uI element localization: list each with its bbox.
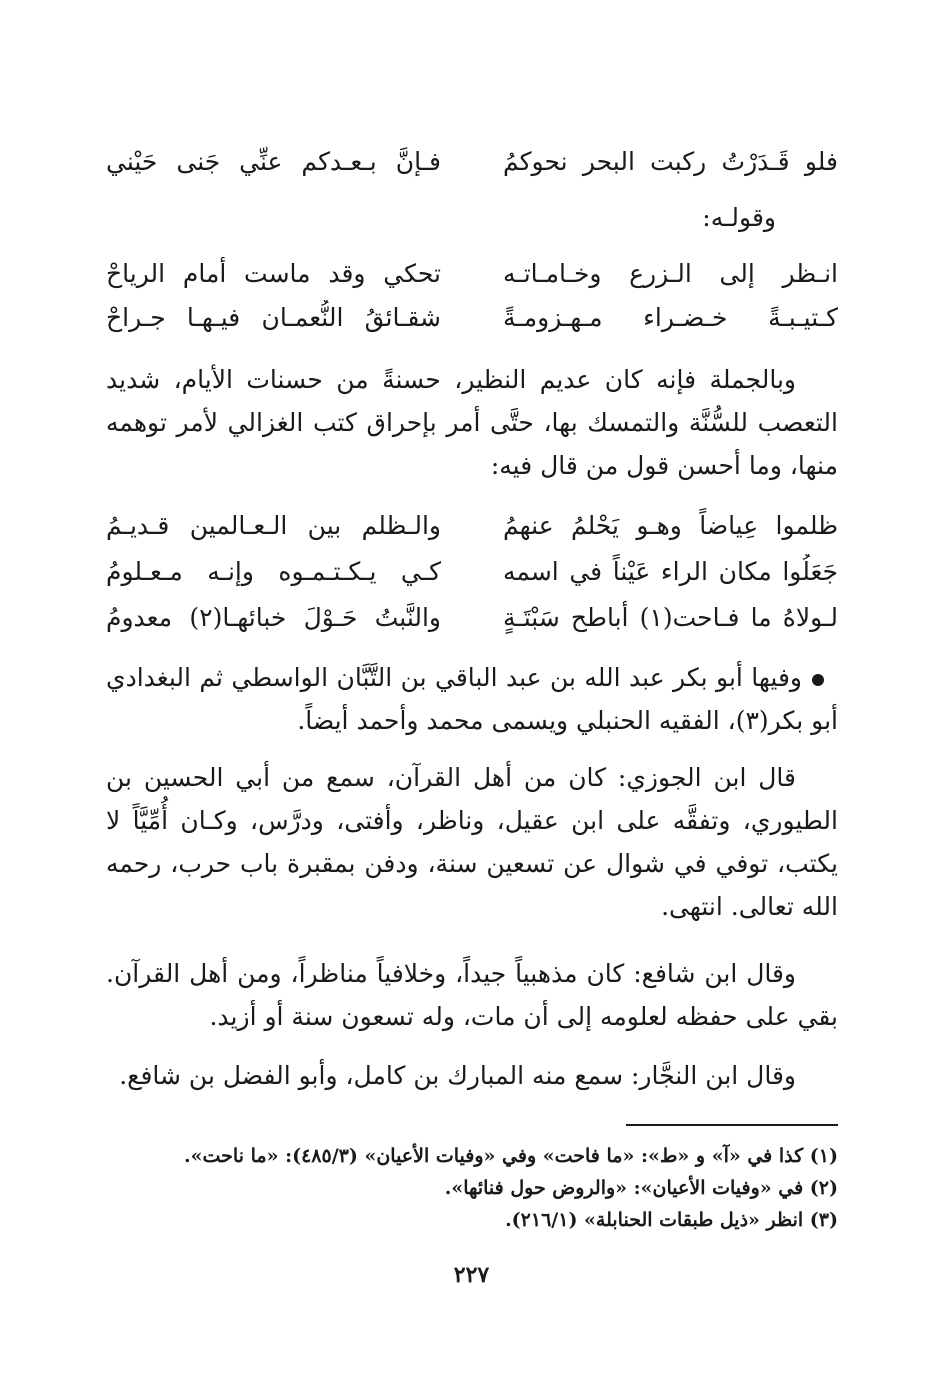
intro-text: وقولـه: [702, 203, 776, 232]
body-paragraph [106, 358, 838, 487]
paragraph-text: وبالجملة فإنه كان عديم النظير، حسنةً من حسنات الأيام، شديد التعصب للسُّنَّة والتمسك بها، حتَّى أمر بإحراق كتب الغزالي لأمر توهمه منها، وما أحسن قول من قال فيه: [106, 365, 838, 480]
verse-second-hemistich: والنَّبتُ حَـوْلَ خبائهـا(٢) معدومُ [106, 603, 441, 632]
verse-line [106, 144, 838, 180]
paragraph-text [106, 656, 838, 742]
verse-second-hemistich: والـظلم بين الـعـالمين قـديـمُ [106, 511, 441, 540]
verse-line [106, 554, 838, 590]
footnote: (٣) انظر «ذيل طبقات الحنابلة» (٢١٦/١). [505, 1209, 838, 1231]
verse-second-hemistich: تحكي وقد ماست أمام الرياحْ [106, 259, 441, 288]
verse-second-hemistich: فـإنَّ بـعـدكم عنِّي جَنى حَيْني [106, 147, 441, 176]
body-paragraph [106, 952, 838, 1038]
verse-line [106, 256, 838, 292]
verse-second-hemistich: شقـائقُ النُّعمـان فيـهـا جـراحْ [106, 303, 441, 332]
paragraph-text: قال ابن الجوزي: كان من أهل القرآن، سمع من أبي الحسين بن الطيوري، وتفقَّه على ابن عقيل، وناظر، وأفتى، ودرَّس، وكـان أُمِّيَّاً لا يكتب، توفي في شوال عن تسعين سنة، ودفن بمقبرة باب حرب، رحمه الله تعالى. انتهى. [106, 763, 838, 921]
verse-first-hemistich: ظلموا عِياضاً وهـو يَحْلمُ عنهمُ [503, 511, 838, 540]
verse-first-hemistich: لـولاهُ ما فـاحت(١) أباطح سَبْتَـةٍ [503, 603, 838, 632]
verse-first-hemistich: انـظر إلى الـزرع وخـامـاتـه [503, 259, 838, 288]
footnote-separator [626, 1124, 838, 1126]
verse-first-hemistich: جَعَلُوا مكان الراء عَيْناً في اسمه [503, 557, 838, 586]
intro-paragraph [106, 196, 838, 239]
footnote: (١) كذا في «آ» و «ط»: «ما فاحت» وفي «وفيات الأعيان» (٤٨٥/٣): «ما ناحت». [184, 1145, 838, 1167]
page-number: ٢٢٧ [453, 1262, 490, 1288]
body-paragraph [106, 1054, 838, 1097]
footnote: (٢) في «وفيات الأعيان»: «والروض حول فنائها». [444, 1177, 838, 1199]
paragraph-text: وقال ابن شافع: كان مذهبياً جيداً، وخلافياً مناظراً، ومن أهل القرآن. بقي على حفظه لعلومه إلى أن مات، وله تسعون سنة أو أزيد. [106, 959, 838, 1031]
paragraph-text: وقال ابن النجَّار: سمع منه المبارك بن كامل، وأبو الفضل بن شافع. [119, 1061, 796, 1090]
bullet-icon [812, 674, 824, 686]
verse-second-hemistich: كـي يـكـتـمـوه وإنـه مـعـلومُ [106, 557, 441, 586]
entry-paragraph [106, 656, 838, 742]
verse-line [106, 508, 838, 544]
verse-line [106, 600, 838, 636]
entry-text: وفيها أبو بكر عبد الله بن عبد الباقي بن التَّبَّان الواسطي ثم البغدادي أبو بكر(٣)، الفقيه الحنبلي ويسمى محمد وأحمد أيضاً. [106, 663, 838, 735]
verse-first-hemistich: كـتيـبـةً خـضـراء مـهـزومـةً [503, 303, 838, 332]
footnotes [106, 1140, 838, 1236]
verse-line [106, 300, 838, 336]
verse-first-hemistich: فلو قَـدَرْتُ ركبت البحر نحوكمُ [503, 147, 838, 176]
body-paragraph [106, 756, 838, 928]
